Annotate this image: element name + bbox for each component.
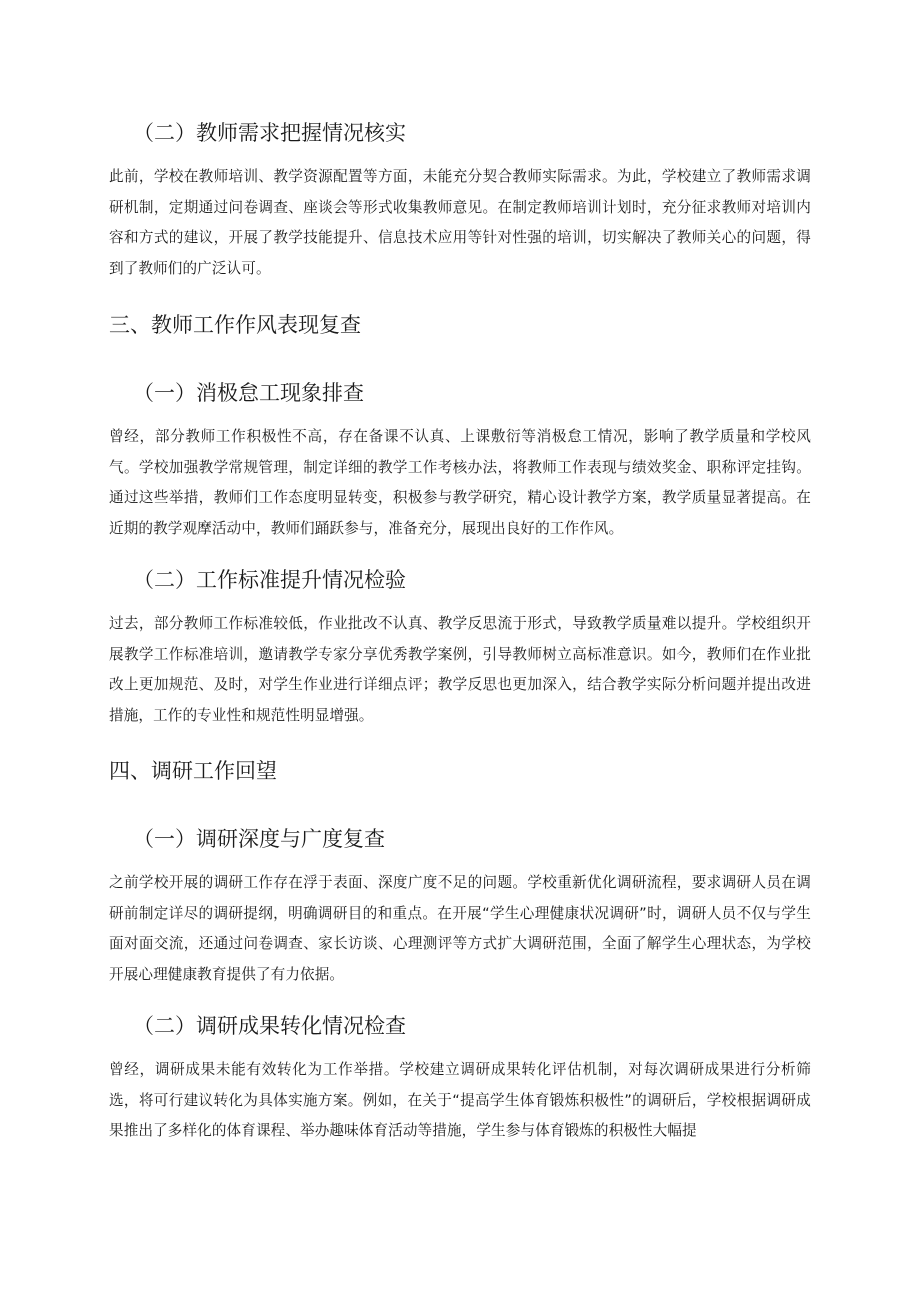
subsection-heading-negative-attitude: （一）消极怠工现象排查	[133, 381, 364, 405]
subsection-heading-work-standards: （二）工作标准提升情况检验	[133, 568, 406, 592]
section-heading-work-style: 三、教师工作作风表现复查	[109, 313, 361, 337]
subsection-heading-teacher-needs: （二）教师需求把握情况核实	[133, 121, 406, 145]
paragraph-research-depth: 之前学校开展的调研工作存在浮于表面、深度广度不足的问题。学校重新优化调研流程，要求调研人员在调研前制定详尽的调研提纲，明确调研目的和重点。在开展“学生心理健康状况调研”时，调研人员不仅与学生面对面交流，还通过问卷调查、家长访谈、心理测评等方式扩大调研范围，全面了解学生心理状态，为学校开展心理健康教育提供了有力依据。	[109, 874, 811, 983]
paragraph-work-standards: 过去，部分教师工作标准较低，作业批改不认真、教学反思流于形式，导致教学质量难以提升。学校组织开展教学工作标准培训，邀请教学专家分享优秀教学案例，引导教师树立高标准意识。如今，教师们在作业批改上更加规范、及时，对学生作业进行详细点评；教学反思也更加深入，结合教学实际分析问题并提出改进措施，工作的专业性和规范性明显增强。	[109, 615, 811, 724]
subsection-heading-research-depth: （一）调研深度与广度复查	[133, 827, 385, 851]
subsection-heading-research-outcomes: （二）调研成果转化情况检查	[133, 1014, 406, 1038]
paragraph-negative-attitude: 曾经，部分教师工作积极性不高，存在备课不认真、上课敷衍等消极怠工情况，影响了教学质量和学校风气。学校加强教学常规管理，制定详细的教学工作考核办法，将教师工作表现与绩效奖金、职称评定挂钩。通过这些举措，教师们工作态度明显转变，积极参与教学研究，精心设计教学方案，教学质量显著提高。在近期的教学观摩活动中，教师们踊跃参与，准备充分，展现出良好的工作作风。	[109, 428, 811, 537]
paragraph-teacher-needs: 此前，学校在教师培训、教学资源配置等方面，未能充分契合教师实际需求。为此，学校建立了教师需求调研机制，定期通过问卷调查、座谈会等形式收集教师意见。在制定教师培训计划时，充分征求教师对培训内容和方式的建议，开展了教学技能提升、信息技术应用等针对性强的培训，切实解决了教师关心的问题，得到了教师们的广泛认可。	[109, 168, 811, 277]
paragraph-research-outcomes: 曾经，调研成果未能有效转化为工作举措。学校建立调研成果转化评估机制，对每次调研成果进行分析筛选，将可行建议转化为具体实施方案。例如，在关于“提高学生体育锻炼积极性”的调研后，学校根据调研成果推出了多样化的体育课程、举办趣味体育活动等措施，学生参与体育锻炼的积极性大幅提	[109, 1061, 811, 1139]
section-heading-research-review: 四、调研工作回望	[109, 759, 277, 783]
